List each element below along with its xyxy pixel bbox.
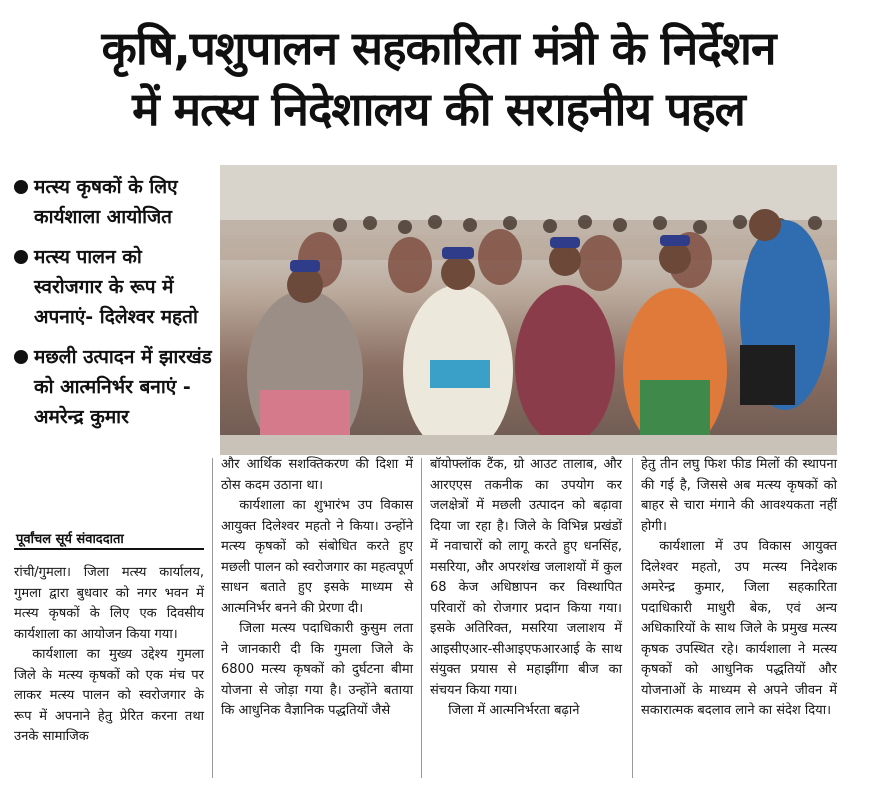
headline-line-2: में मत्स्य निदेशालय की सराहनीय पहल — [132, 82, 745, 136]
article-column-4 — [641, 455, 837, 722]
workshop-photo-illustration — [220, 165, 837, 455]
headline — [0, 18, 877, 140]
byline-divider — [14, 548, 204, 550]
column-divider — [632, 458, 633, 778]
headline-line-1: कृषि,पशुपालन सहकारिता मंत्री के निर्देशन — [101, 21, 776, 75]
paragraph: कार्यशाला में उप विकास आयुक्त दिलेश्वर महतो, उप मत्स्य निदेशक अमरेन्द्र कुमार, जिला सहकारिता पदाधिकारी माधुरी बेक, एवं अन्य अधिकारियों के साथ जिले के प्रमुख मत्स्य कृषक उपस्थित रहे। कार्यशाला ने मत्स्य कृषकों को आधुनिक पद्धतियों और योजनाओं के माध्यम से अपने जीवन में सकारात्मक बदलाव लाने का संदेश दिया। — [641, 539, 837, 718]
column-divider — [212, 458, 213, 778]
news-photo — [220, 165, 837, 455]
highlight-item — [14, 242, 214, 332]
column-divider — [421, 458, 422, 778]
highlight-item — [14, 172, 214, 232]
paragraph: बॉयोफ्लॉक टैंक, ग्रो आउट तालाब, और आरएएस तकनीक का उपयोग कर जलक्षेत्रों में मछली उत्पादन को बढ़ावा दिया जा रहा है। जिले के विभिन्न प्रखंडों में नवाचारों को लागू करते हुए धनसिंह, मसरिया, और अपरशंख जलाशयों में कुल 68 केज अधिष्ठापन कर विस्थापित परिवारों को रोजगार प्रदान किया गया। इसके अतिरिक्त, मसरिया जलाशय में आइसीएआर-सीआइएफआरआई के साथ संयुक्त प्रयास से महाझींगा बीज का संचयन किया गया। — [430, 457, 622, 698]
paragraph: कार्यशाला का शुभारंभ उप विकास आयुक्त दिलेश्वर महतो ने किया। उन्होंने मत्स्य कृषकों को संबोधित करते हुए मछली पालन को स्वरोजगार का महत्वपूर्ण साधन बताते हुए इसके माध्यम से आत्मनिर्भर बनने की प्रेरणा दी। — [221, 498, 413, 616]
paragraph: कार्यशाला का मुख्य उद्देश्य गुमला जिले के मत्स्य कृषकों को एक मंच पर लाकर मत्स्य पालन को स्वरोजगार के रूप में अपनाने हेतु प्रेरित करना तथा उनके सामाजिक — [14, 647, 204, 744]
paragraph: और आर्थिक सशक्तिकरण की दिशा में ठोस कदम उठाना था। — [221, 457, 413, 493]
paragraph: हेतु तीन लघु फिश फीड मिलों की स्थापना की गई है, जिससे अब मत्स्य कृषकों को बाहर से चारा मंगाने की आवश्यकता नहीं होगी। — [641, 457, 837, 534]
highlights-list — [14, 172, 214, 442]
bullet-icon — [14, 250, 28, 264]
paragraph: रांची/गुमला। जिला मत्स्य कार्यालय, गुमला द्वारा बुधवार को नगर भवन में मत्स्य कृषकों के लिए एक दिवसीय कार्यशाला का आयोजन किया गया। — [14, 565, 204, 642]
bullet-icon — [14, 350, 28, 364]
paragraph: जिला मत्स्य पदाधिकारी कुसुम लता ने जानकारी दी कि गुमला जिले के 6800 मत्स्य कृषकों को दुर्घटना बीमा योजना से जोड़ा गया है। उन्होंने बताया कि आधुनिक वैज्ञानिक पद्धतियों जैसे — [221, 621, 413, 718]
bullet-icon — [14, 180, 28, 194]
paragraph: जिला में आत्मनिर्भरता बढ़ाने — [448, 703, 580, 718]
article-column-2 — [221, 455, 413, 722]
highlight-item — [14, 342, 214, 432]
article-column-3 — [430, 455, 622, 722]
highlight-text: मत्स्य पालन को स्वरोजगार के रूप में अपनाएं- दिलेश्वर महतो — [34, 246, 198, 328]
highlight-text: मछली उत्पादन में झारखंड को आत्मनिर्भर बनाएं - अमरेन्द्र कुमार — [34, 346, 212, 428]
highlight-text: मत्स्य कृषकों के लिए कार्यशाला आयोजित — [34, 176, 178, 228]
article-column-1 — [14, 563, 204, 748]
byline: पूर्वांचल सूर्य संवाददाता — [16, 532, 124, 547]
